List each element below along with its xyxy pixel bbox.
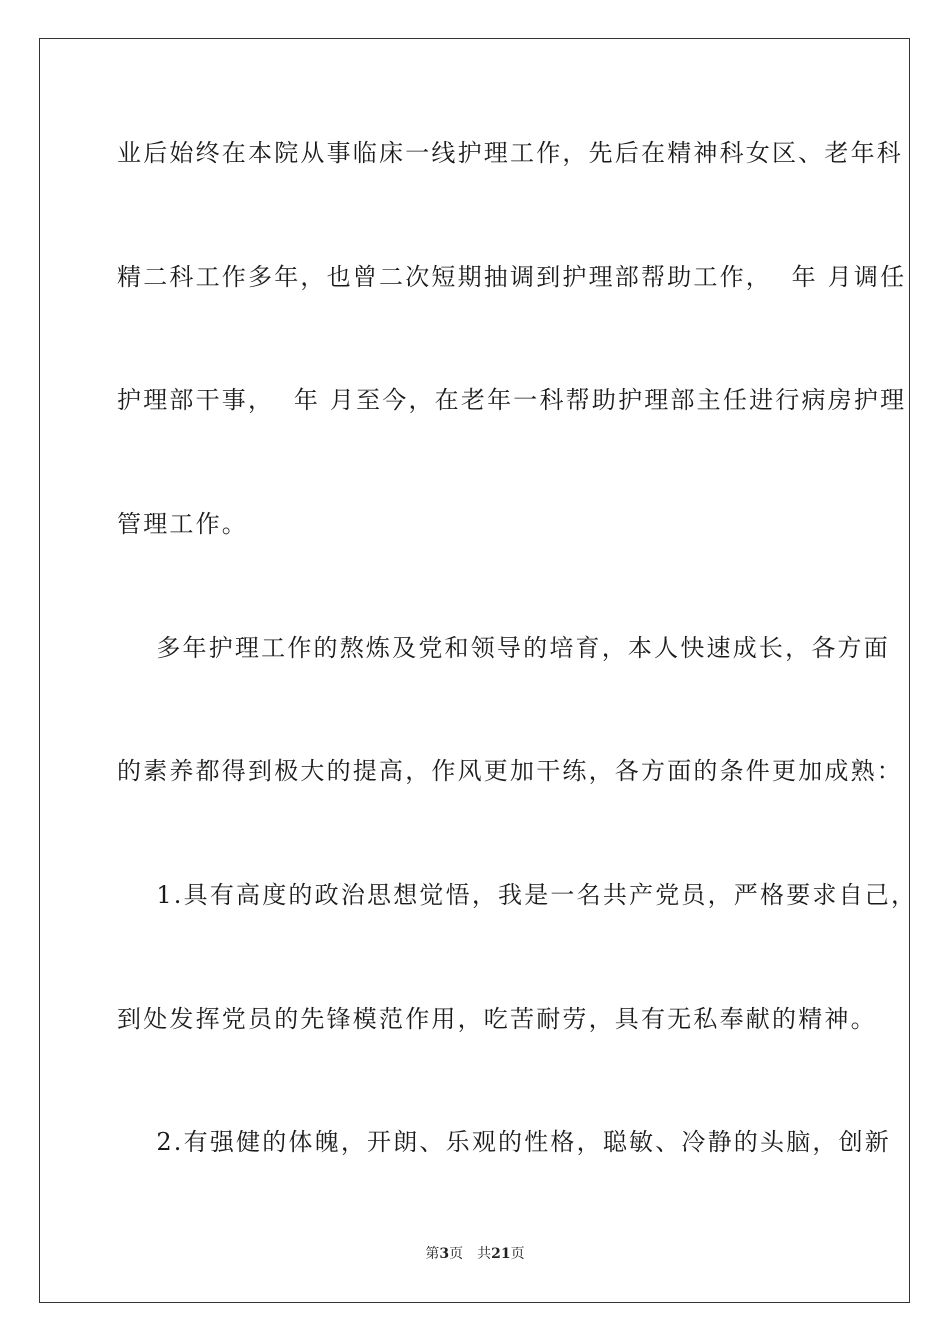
paragraph-2-line-2: 的素养都得到极大的提高，作风更加干练，各方面的条件更加成熟： [117, 757, 903, 785]
text-line-1: 业后始终在本院从事临床一线护理工作，先后在精神科女区、老年科 [117, 139, 903, 167]
text-line-3: 护理部干事， 年 月至今，在老年一科帮助护理部主任进行病房护理 [117, 386, 907, 414]
footer-total-suffix: 页 [510, 1246, 525, 1262]
footer-total-pages: 21 [491, 1246, 511, 1262]
list-item-2-line-1: 2.有强健的体魄，开朗、乐观的性格，聪敏、冷静的头脑，创新 [117, 1128, 892, 1156]
footer-page-suffix: 页 [449, 1246, 464, 1262]
text-line-2: 精二科工作多年，也曾二次短期抽调到护理部帮助工作， 年 月调任 [117, 263, 907, 291]
paragraph-2-line-1: 多年护理工作的熬炼及党和领导的培育，本人快速成长，各方面 [117, 634, 890, 662]
footer-page-prefix: 第 [425, 1246, 440, 1262]
footer-page-number: 3 [439, 1246, 450, 1262]
text-line-4: 管理工作。 [117, 510, 248, 538]
list-item-1-line-1: 1.具有高度的政治思想觉悟，我是一名共产党员，严格要求自己， [117, 881, 918, 909]
footer-total-prefix: 共 [477, 1246, 492, 1262]
page-footer [0, 1245, 950, 1263]
list-item-1-line-2: 到处发挥党员的先锋模范作用，吃苦耐劳，具有无私奉献的精神。 [117, 1005, 877, 1033]
page-border [39, 38, 918, 1303]
